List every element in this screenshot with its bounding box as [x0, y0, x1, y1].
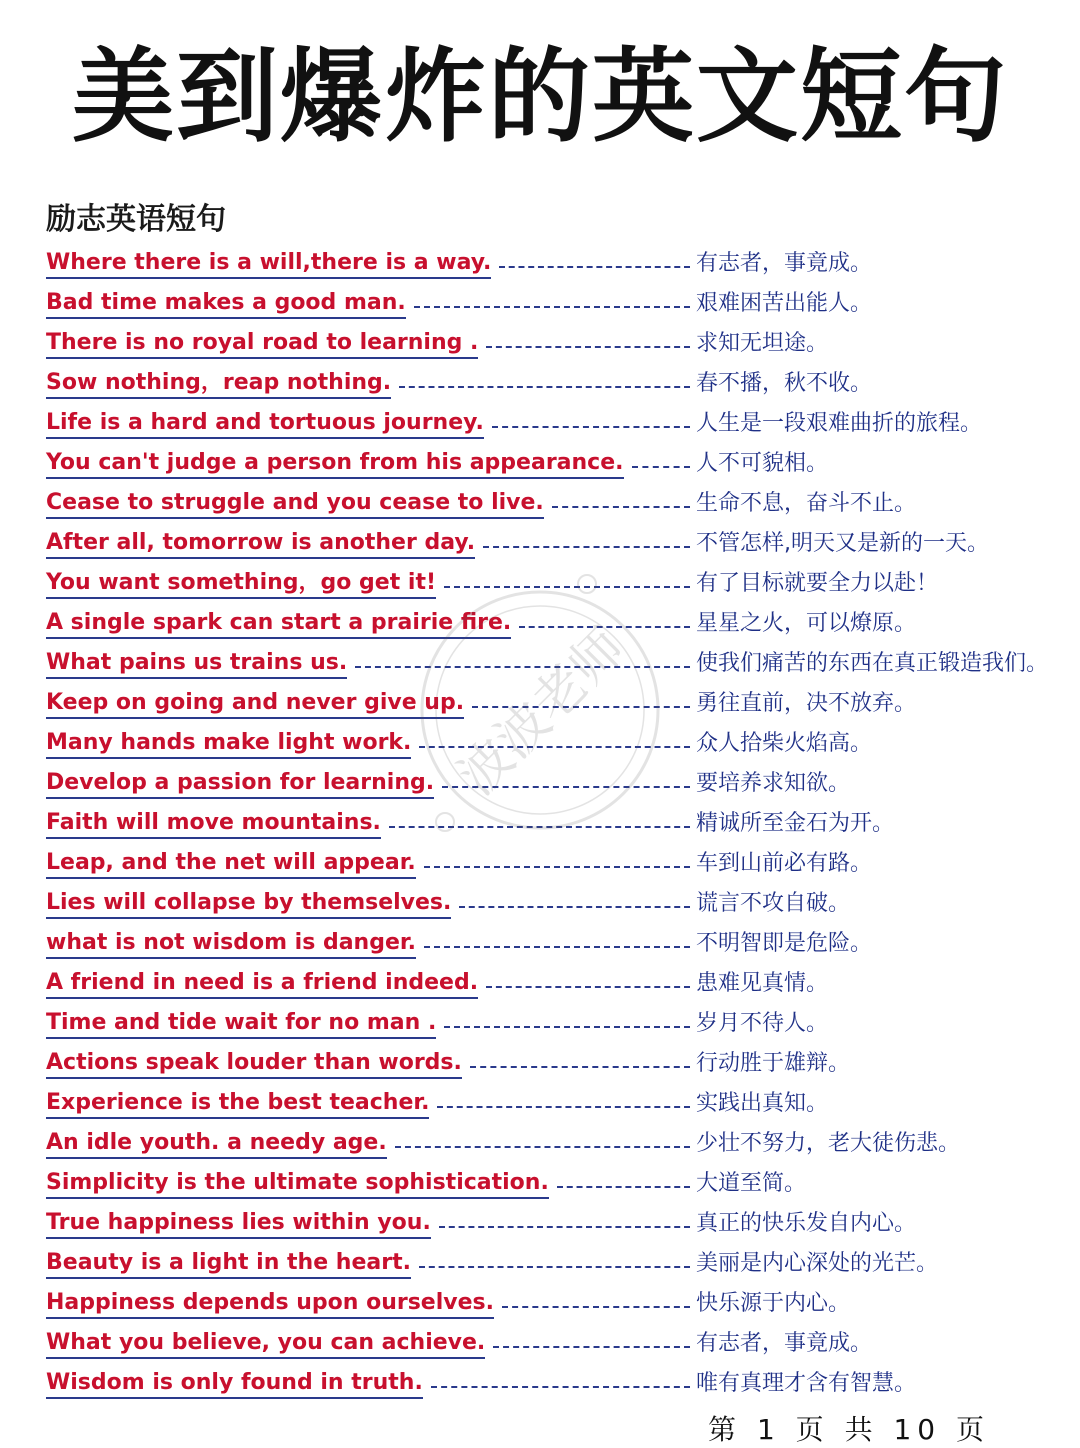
phrase-row [46, 524, 1056, 564]
english-phrase: Actions speak louder than words. [46, 1049, 462, 1079]
chinese-translation: 使我们痛苦的东西在真正锻造我们。 [696, 651, 1049, 676]
chinese-translation: 人不可貌相。 [696, 451, 829, 476]
chinese-translation: 星星之火，可以燎原。 [696, 611, 917, 636]
dashed-leader [444, 586, 690, 588]
english-phrase: Life is a hard and tortuous journey. [46, 409, 484, 439]
chinese-translation: 车到山前必有路。 [696, 851, 873, 876]
chinese-translation: 不管怎样,明天又是新的一天。 [696, 531, 989, 556]
dashed-leader [470, 1066, 690, 1068]
english-phrase: Many hands make light work. [46, 729, 411, 759]
english-phrase: Time and tide wait for no man . [46, 1009, 436, 1039]
phrase-row [46, 1044, 1056, 1084]
chinese-translation: 有志者，事竟成。 [696, 1331, 873, 1356]
phrase-row [46, 484, 1056, 524]
english-phrase: What you believe, you can achieve. [46, 1329, 485, 1359]
phrase-row [46, 964, 1056, 1004]
dashed-leader [493, 1346, 690, 1348]
chinese-translation: 岁月不待人。 [696, 1011, 829, 1036]
dashed-leader [442, 786, 690, 788]
dashed-leader [557, 1186, 690, 1188]
chinese-translation: 春不播，秋不收。 [696, 371, 873, 396]
phrase-row [46, 1324, 1056, 1364]
dashed-leader [502, 1306, 690, 1308]
dashed-leader [424, 946, 690, 948]
english-phrase: After all, tomorrow is another day. [46, 529, 475, 559]
english-phrase: Sow nothing，reap nothing. [46, 369, 391, 399]
chinese-translation: 美丽是内心深处的光芒。 [696, 1251, 939, 1276]
watermark-text: 波波老师 [447, 617, 637, 807]
section-title: 励志英语短句 [46, 202, 226, 237]
phrase-row [46, 1284, 1056, 1324]
english-phrase: Faith will move mountains. [46, 809, 381, 839]
english-phrase: Keep on going and never give up. [46, 689, 464, 719]
phrase-row [46, 844, 1056, 884]
english-phrase: There is no royal road to learning . [46, 329, 478, 359]
dashed-leader [486, 986, 690, 988]
phrase-row [46, 1204, 1056, 1244]
english-phrase: Develop a passion for learning. [46, 769, 434, 799]
phrase-row [46, 924, 1056, 964]
phrase-row [46, 1124, 1056, 1164]
english-phrase: Happiness depends upon ourselves. [46, 1289, 494, 1319]
chinese-translation: 有志者，事竟成。 [696, 251, 873, 276]
phrase-row [46, 604, 1056, 644]
dashed-leader [419, 746, 690, 748]
page-title: 美到爆炸的英文短句 [72, 38, 1008, 157]
phrase-row [46, 444, 1056, 484]
chinese-translation: 实践出真知。 [696, 1091, 829, 1116]
dashed-leader [399, 386, 690, 388]
dashed-leader [431, 1386, 690, 1388]
english-phrase: Beauty is a light in the heart. [46, 1249, 411, 1279]
english-phrase: You can't judge a person from his appearance. [46, 449, 624, 479]
chinese-translation: 众人拾柴火焰高。 [696, 731, 873, 756]
dashed-leader [552, 506, 690, 508]
chinese-translation: 要培养求知欲。 [696, 771, 851, 796]
english-phrase: Wisdom is only found in truth. [46, 1369, 423, 1399]
dashed-leader [355, 666, 690, 668]
chinese-translation: 有了目标就要全力以赴！ [696, 571, 939, 596]
chinese-translation: 勇往直前，决不放弃。 [696, 691, 917, 716]
english-phrase: Where there is a will,there is a way. [46, 249, 491, 279]
english-phrase: Leap, and the net will appear. [46, 849, 416, 879]
dashed-leader [414, 306, 690, 308]
page-indicator: 第 1 页 共 10 页 [708, 1413, 990, 1446]
english-phrase: A friend in need is a friend indeed. [46, 969, 478, 999]
phrase-row [46, 764, 1056, 804]
phrase-row [46, 724, 1056, 764]
chinese-translation: 艰难困苦出能人。 [696, 291, 873, 316]
dashed-leader [424, 866, 690, 868]
chinese-translation: 唯有真理才含有智慧。 [696, 1371, 917, 1396]
phrase-row [46, 284, 1056, 324]
phrase-row [46, 644, 1056, 684]
dashed-leader [486, 346, 690, 348]
dashed-leader [519, 626, 690, 628]
dashed-leader [632, 466, 691, 468]
english-phrase: Simplicity is the ultimate sophistication. [46, 1169, 549, 1199]
phrase-row [46, 1244, 1056, 1284]
phrase-row [46, 884, 1056, 924]
dashed-leader [389, 826, 690, 828]
dashed-leader [483, 546, 690, 548]
phrase-row [46, 404, 1056, 444]
chinese-translation: 患难见真情。 [696, 971, 829, 996]
chinese-translation: 人生是一段艰难曲折的旅程。 [696, 411, 983, 436]
phrase-row [46, 364, 1056, 404]
chinese-translation: 行动胜于雄辩。 [696, 1051, 851, 1076]
dashed-leader [472, 706, 690, 708]
dashed-leader [459, 906, 690, 908]
chinese-translation: 大道至简。 [696, 1171, 807, 1196]
english-phrase: A single spark can start a prairie fire. [46, 609, 511, 639]
dashed-leader [444, 1026, 690, 1028]
phrase-row [46, 1004, 1056, 1044]
chinese-translation: 谎言不攻自破。 [696, 891, 851, 916]
phrase-row [46, 1164, 1056, 1204]
chinese-translation: 快乐源于内心。 [696, 1291, 851, 1316]
chinese-translation: 真正的快乐发自内心。 [696, 1211, 917, 1236]
english-phrase: Cease to struggle and you cease to live. [46, 489, 544, 519]
phrase-row [46, 684, 1056, 724]
chinese-translation: 不明智即是危险。 [696, 931, 873, 956]
phrase-row [46, 324, 1056, 364]
chinese-translation: 少壮不努力，老大徒伤悲。 [696, 1131, 961, 1156]
english-phrase: Lies will collapse by themselves. [46, 889, 451, 919]
chinese-translation: 生命不息，奋斗不止。 [696, 491, 917, 516]
dashed-leader [437, 1106, 690, 1108]
dashed-leader [439, 1226, 690, 1228]
english-phrase: Experience is the best teacher. [46, 1089, 429, 1119]
dashed-leader [395, 1146, 690, 1148]
phrase-row [46, 1364, 1056, 1404]
dashed-leader [499, 266, 690, 268]
dashed-leader [419, 1266, 690, 1268]
phrase-row [46, 1084, 1056, 1124]
chinese-translation: 精诚所至金石为开。 [696, 811, 895, 836]
phrase-row [46, 244, 1056, 284]
phrase-row [46, 564, 1056, 604]
english-phrase: You want something，go get it! [46, 569, 436, 599]
phrase-list [46, 244, 1056, 1404]
english-phrase: An idle youth. a needy age. [46, 1129, 387, 1159]
phrase-row [46, 804, 1056, 844]
chinese-translation: 求知无坦途。 [696, 331, 829, 356]
dashed-leader [492, 426, 690, 428]
english-phrase: what is not wisdom is danger. [46, 929, 416, 959]
english-phrase: True happiness lies within you. [46, 1209, 431, 1239]
english-phrase: Bad time makes a good man. [46, 289, 406, 319]
english-phrase: What pains us trains us. [46, 649, 347, 679]
